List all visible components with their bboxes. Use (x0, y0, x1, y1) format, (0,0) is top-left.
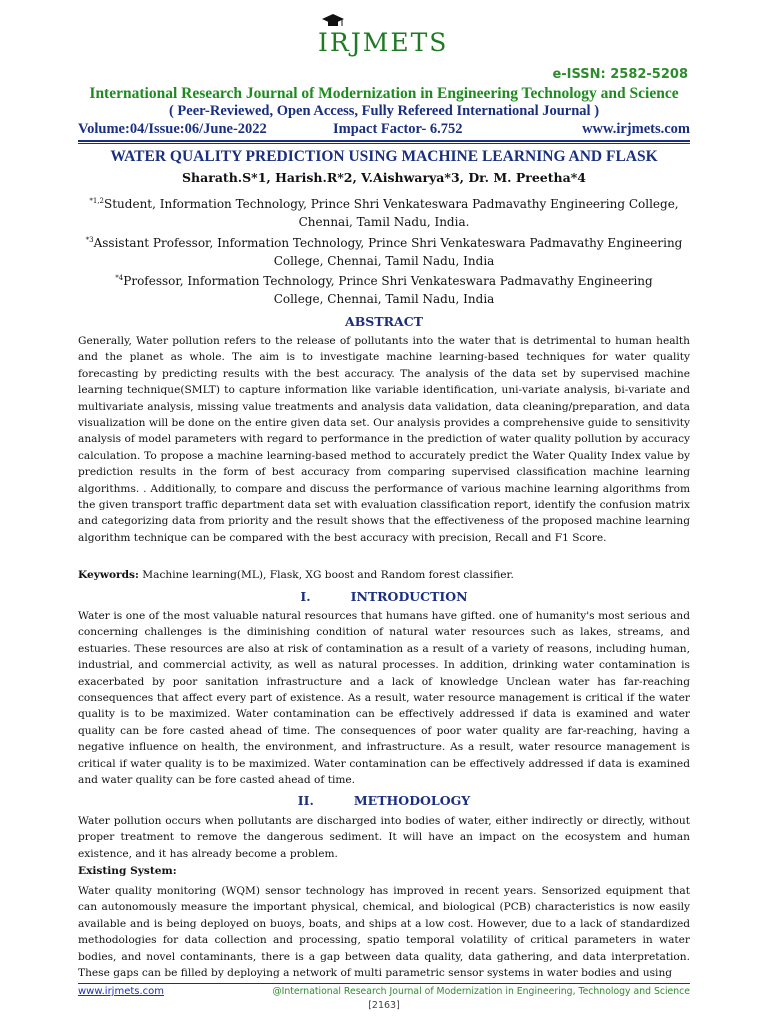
affiliation-mark: *1,2 (89, 197, 105, 205)
peer-review-note: ( Peer-Reviewed, Open Access, Fully Refereed International Journal ) (168, 103, 600, 119)
abstract-heading: ABSTRACT (345, 314, 423, 329)
affiliation-1 (78, 192, 690, 231)
existing-system-heading: Existing System: (78, 865, 177, 877)
keywords (78, 567, 690, 583)
footer-url[interactable]: www.irjmets.com (78, 986, 165, 997)
page-number: [2163] (368, 1000, 400, 1011)
abstract-text: Generally, Water pollution refers to the release of pollutants into the water that is detrimental to human health and the planet as whole. The aim is to investigate machine learning-based techniques for water quality forecasting by predicting results with the best accuracy. The analysis of the data set by supervised machine learning technique(SMLT) to capture information like variable identification, uni-variate analysis, bi-variate and multivariate analysis, missing value treatments and analysis data validation, data cleaning/preparation, and data visualization will be done on the entire given data set. Our analysis provides a comprehensive guide to sensitivity analysis of model parameters with regard to performance in the prediction of water quality pollution by accuracy calculation. To propose a machine learning-based method to accurately predict the Water Quality Index value by prediction results in the form of best accuracy from comparing supervised classification machine learning algorithms. . Additionally, to compare and discuss the performance of various machine learning algorithms from the given transport traffic department data set with evaluation classification report, identify the confusion matrix and categorizing data from priority and the result shows that the effectiveness of the proposed machine learning algorithm technique can be compared with the best accuracy with precision, Recall and F1 Score. (78, 335, 690, 544)
affiliation-mark: *3 (85, 236, 94, 244)
issue-info-row (78, 121, 690, 139)
journal-name: International Research Journal of Modernization in Engineering Technology and Science (89, 85, 679, 102)
keywords-label: Keywords: (78, 569, 139, 581)
eissn: e-ISSN: 2582-5208 (552, 67, 688, 82)
impact-factor: Impact Factor- 6.752 (333, 121, 463, 137)
affiliation-line: Student, Information Technology, Prince Shri Venkateswara Padmavathy Engineering College, (104, 197, 679, 211)
affiliation-2 (78, 231, 690, 270)
introduction-text: Water is one of the most valuable natural resources that humans have gifted. one of humanity's most serious and concerning challenges is the diminishing condition of natural water resources such as lakes, streams, and estuaries. These resources are also at risk of contamination as a result of a variety of reasons, including human, industrial, and commercial activity, as well as natural processes. In addition, drinking water contamination is exacerbated by poor sanitation infrastructure and a lack of knowledge Unclean water has far-reaching consequences that affect every part of existence. As a result, water resource management is critical if the water quality is to be maximized. Water contamination can be effectively addressed if data is examined and water quality can be fore casted ahead of time. The consequences of poor water quality are far-reaching, having a negative influence on health, the environment, and infrastructure. As a result, water resource management is critical if water quality is to be maximized. Water contamination can be effectively addressed if data is examined and water quality can be fore casted ahead of time. (78, 610, 690, 787)
section-title: INTRODUCTION (350, 589, 468, 604)
graduation-cap-icon (322, 14, 344, 28)
paper-title: WATER QUALITY PREDICTION USING MACHINE LEARNING AND FLASK (110, 148, 658, 165)
affiliation-3 (78, 269, 690, 308)
journal-logo (318, 14, 458, 66)
header-divider-thin (78, 143, 690, 144)
section-title: METHODOLOGY (353, 793, 471, 808)
footer-copyright: @International Research Journal of Modernization in Engineering, Technology and Science (272, 986, 690, 997)
section-number: I. (300, 589, 311, 604)
methodology-heading (78, 793, 690, 808)
affiliation-line: College, Chennai, Tamil Nadu, India (273, 254, 495, 268)
methodology-text: Water pollution occurs when pollutants are discharged into bodies of water, either indirectly or directly, without proper treatment to remove the dangerous sediment. It will have an impact on the ecosystem and human existence, and it has already become a problem. (78, 815, 690, 860)
keywords-text: Machine learning(ML), Flask, XG boost and Random forest classifier. (138, 569, 514, 581)
footer-divider (78, 983, 690, 984)
affiliation-line: Professor, Information Technology, Prince Shri Venkateswara Padmavathy Engineering (123, 274, 653, 288)
affiliation-line: College, Chennai, Tamil Nadu, India (273, 292, 495, 306)
affiliation-mark: *4 (115, 274, 124, 282)
introduction-heading (78, 589, 690, 604)
logo-text: IRJMETS (318, 28, 449, 57)
existing-system-text: Water quality monitoring (WQM) sensor technology has improved in recent years. Sensorized equipment that can autonomously measure the important physical, chemical, and biological (PCB) characteristics is now easily available and is being deployed on buoys, boats, and ships at a low cost. However, due to a lack of standardized methodologies for data collection and processing, spatio temporal volatility of critical parameters in water bodies, and novel contaminants, there is a gap between data quality, data gathering, and data interpretation. These gaps can be filled by deploying a network of multi parametric sensor systems in water bodies and using (78, 885, 690, 980)
affiliation-line: Assistant Professor, Information Technology, Prince Shri Venkateswara Padmavathy Engineering (93, 236, 683, 250)
author-list: Sharath.S*1, Harish.R*2, V.Aishwarya*3, Dr. M. Preetha*4 (182, 170, 586, 185)
affiliation-line: Chennai, Tamil Nadu, India. (298, 215, 470, 229)
journal-website[interactable]: www.irjmets.com (582, 121, 690, 137)
volume-issue: Volume:04/Issue:06/June-2022 (78, 121, 267, 137)
header-divider (78, 140, 690, 142)
section-number: II. (297, 793, 314, 808)
